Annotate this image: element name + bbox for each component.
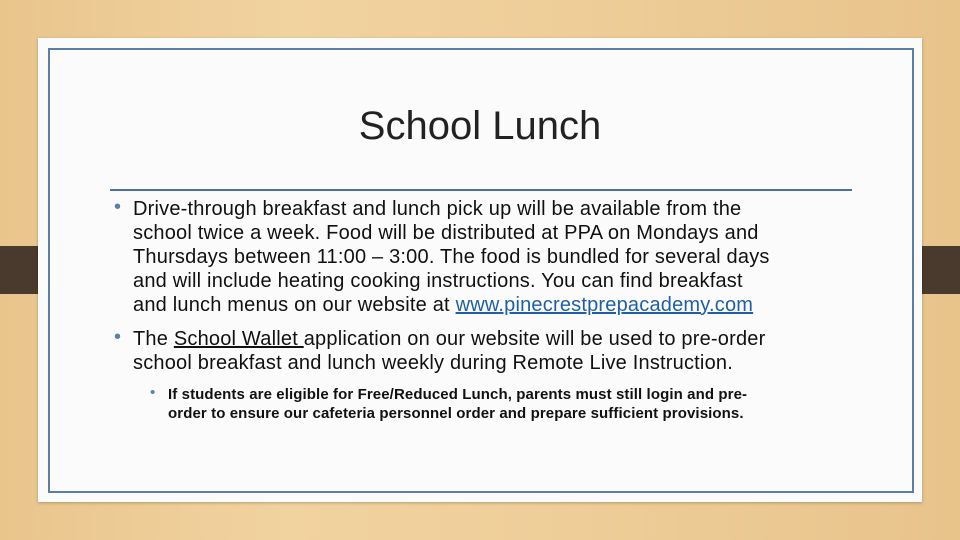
text-line: order to ensure our cafeteria personnel order and prepare sufficient provisions.	[168, 405, 744, 422]
right-tab-decoration	[920, 246, 960, 294]
bullet-school-wallet	[133, 327, 766, 375]
text-segment: application on our website will be used to pre-order	[303, 328, 766, 350]
website-link[interactable]: www.pinecrestprepacademy.com	[455, 294, 754, 316]
bullet-icon: •	[114, 196, 122, 218]
text-segment: and lunch menus on our website at	[133, 294, 456, 316]
sub-bullet-icon: •	[150, 384, 156, 401]
slide-title: School Lunch	[358, 104, 602, 148]
title-divider	[110, 189, 852, 191]
text-line: and will include heating cooking instructions. You can find breakfast	[133, 270, 743, 292]
text-line: If students are eligible for Free/Reduced Lunch, parents must still login and pre-	[168, 386, 748, 403]
text-segment: The	[133, 328, 174, 350]
bullet-icon: •	[114, 326, 122, 348]
school-wallet-link[interactable]: School Wallet	[173, 328, 304, 350]
sub-bullet-free-reduced	[168, 385, 747, 423]
text-line: school breakfast and lunch weekly during Remote Live Instruction.	[133, 352, 733, 374]
text-line	[133, 293, 770, 317]
bullet-drive-through	[133, 197, 770, 317]
text-line: Thursdays between 11:00 – 3:00. The food is bundled for several days	[133, 246, 770, 268]
left-tab-decoration	[0, 246, 40, 294]
text-line	[133, 327, 766, 351]
text-line: school twice a week. Food will be distributed at PPA on Mondays and	[133, 222, 759, 244]
text-line: Drive-through breakfast and lunch pick up will be available from the	[133, 198, 742, 220]
